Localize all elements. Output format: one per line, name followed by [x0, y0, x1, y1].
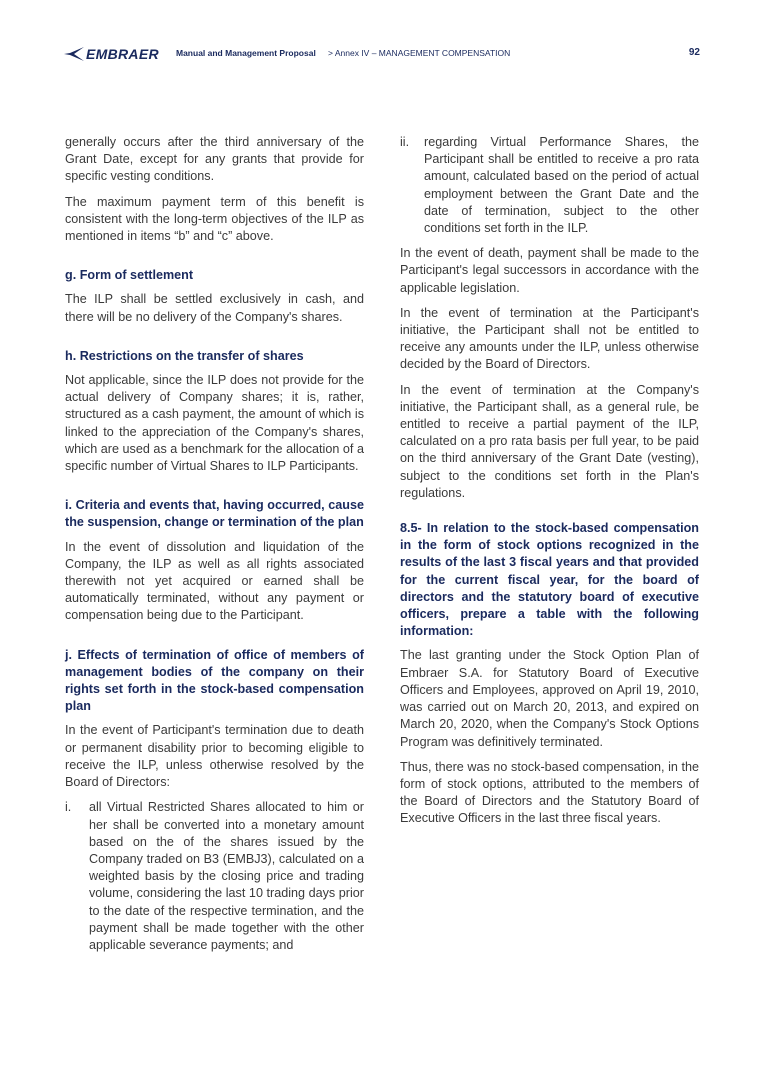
paragraph: In the event of death, payment shall be made to the Participant's legal successors in accordance with the applicable legislation. — [400, 246, 699, 295]
section-reference: > Annex IV – MANAGEMENT COMPENSATION — [328, 48, 511, 58]
paragraph: In the event of Participant's termination due to death or permanent disability prior to becoming eligible to receive the ILP, unless otherwise resolved by the Board of Directors: — [65, 723, 364, 790]
list-item-text: all Virtual Restricted Shares allocated to him or her shall be converted into a monetary amount based on the of the shares issued by the Company traded on B3 (EMBJ3), calculated on a weighted basis by the closing price and trading volume, considering the last 10 trading days prior to the date of the respective termination, and the payment shall be made together with the other applicable severance payments; and — [89, 800, 364, 952]
paragraph: Not applicable, since the ILP does not provide for the actual delivery of Company shares; it is, rather, structured as a cash payment, the amount of which is linked to the appreciation of the Company's shares, which are used as a benchmark for the allocation of a specific number of Virtual Shares to ILP Participants. — [65, 373, 364, 474]
paragraph: The ILP shall be settled exclusively in cash, and there will be no delivery of the Company's shares. — [65, 292, 364, 324]
paragraph: In the event of dissolution and liquidation of the Company, the ILP as well as all rights associated therewith not yet acquired or earned shall be automatically terminated, without any payment or compensation being due to the Participant. — [65, 539, 364, 623]
section-heading-h: h. Restrictions on the transfer of shares — [65, 348, 304, 363]
logo-text: EMBRAER — [86, 46, 159, 62]
paragraph: The maximum payment term of this benefit is consistent with the long-term objectives of the ILP as mentioned in items “b” and “c” above. — [65, 194, 364, 244]
paragraph: The last granting under the Stock Option Plan of Embraer S.A. for Statutory Board of Executive Officers and Employees, approved on April 19, 2010, was carried out on March 20, 2013, and expired on March 20, 2020, when the Company's Stock Options Program was definitively terminated. — [400, 648, 699, 749]
paragraph: In the event of termination at the Company's initiative, the Participant shall, as a general rule, be entitled to receive a partial payment of the ILP, calculated on a pro rata basis per full year, to be paid on the third anniversary of the Grant Date (vesting), subject to the conditions set forth in the Plan's regulations. — [400, 382, 699, 500]
left-column — [65, 134, 364, 962]
list-item-ii — [400, 134, 699, 237]
document-title: Manual and Management Proposal — [176, 48, 316, 58]
section-heading-g: g. Form of settlement — [65, 268, 194, 283]
page-number: 92 — [688, 47, 700, 58]
page-header — [64, 44, 702, 64]
right-column — [400, 134, 699, 836]
list-marker: i. — [65, 800, 72, 815]
section-heading-j: j. Effects of termination of office of members of management bodies of the company on their rights set forth in the stock-based compensation plan — [65, 647, 364, 714]
list-item-text: regarding Virtual Performance Shares, the Participant shall be entitled to receive a pro rata amount, calculated based on the period of actual employment between the Grant Date and the date of termination, subject to the other conditions set forth in the ILP. — [424, 135, 699, 236]
embraer-arrow-icon — [64, 47, 84, 61]
embraer-logo — [64, 44, 159, 64]
list-marker: ii. — [400, 135, 410, 149]
paragraph: Thus, there was no stock-based compensation, in the form of stock options, attributed to the members of the Board of Directors and the Statutory Board of Executive Officers in the last three fiscal years. — [400, 759, 699, 826]
section-heading-i: i. Criteria and events that, having occurred, cause the suspension, change or termination of the plan — [65, 498, 364, 530]
section-heading-8-5: 8.5- In relation to the stock-based compensation in the form of stock options recognized in the results of the last 3 fiscal years and that provided for the current fiscal year, for the board of directors and the statutory board of executive officers, prepare a table with the following information: — [400, 521, 699, 639]
paragraph: generally occurs after the third anniversary of the Grant Date, except for any grants that provide for specific vesting conditions. — [65, 135, 364, 184]
paragraph: In the event of termination at the Participant's initiative, the Participant shall not be entitled to receive any amounts under the ILP, unless otherwise decided by the Board of Directors. — [400, 305, 699, 372]
list-item-i — [65, 799, 364, 954]
